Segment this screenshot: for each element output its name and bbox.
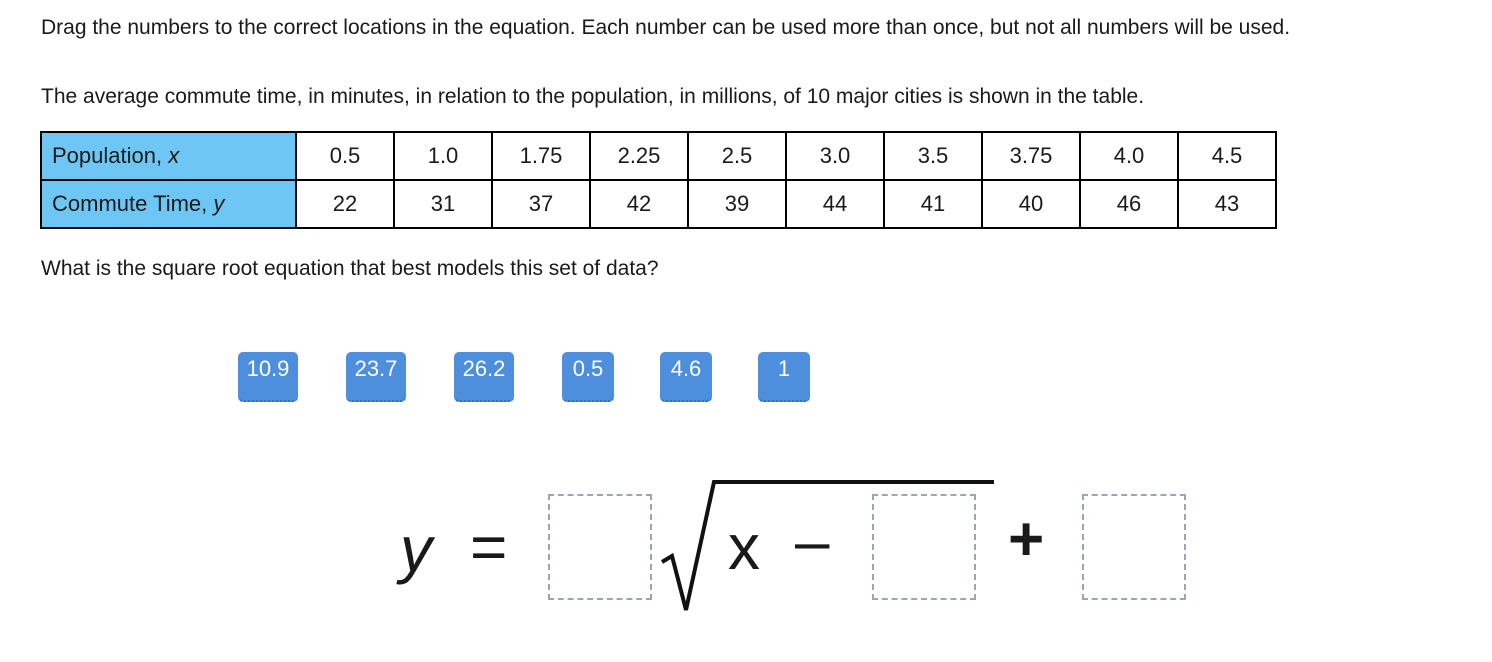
instructions-text: Drag the numbers to the correct locations in the equation. Each number can be used more than once, but not all numbers will be used. (41, 16, 1291, 39)
commute-cell: 22 (296, 180, 394, 228)
drop-zone-shift[interactable] (872, 494, 976, 600)
equation (0, 470, 1492, 630)
population-row (41, 132, 1276, 180)
equation-lhs: y (400, 513, 432, 585)
commute-cell: 43 (1178, 180, 1276, 228)
equation-variable: x (728, 511, 760, 583)
answer-tile[interactable]: 26.2 (454, 352, 514, 402)
commute-cell: 31 (394, 180, 492, 228)
population-cell: 0.5 (296, 132, 394, 180)
commute-label: Commute Time, (52, 191, 214, 216)
population-cell: 1.75 (492, 132, 590, 180)
population-cell: 3.0 (786, 132, 884, 180)
population-cell: 3.5 (884, 132, 982, 180)
commute-cell: 46 (1080, 180, 1178, 228)
commute-cell: 37 (492, 180, 590, 228)
commute-cell: 40 (982, 180, 1080, 228)
answer-tile[interactable]: 10.9 (238, 352, 298, 402)
population-cell: 4.0 (1080, 132, 1178, 180)
population-cell: 2.5 (688, 132, 786, 180)
answer-tile[interactable]: 4.6 (660, 352, 712, 402)
data-table (40, 131, 1277, 229)
question-text: What is the square root equation that best models this set of data? (41, 257, 659, 280)
intro-text: The average commute time, in minutes, in relation to the population, in millions, of 10 major cities is shown in the table. (41, 85, 1145, 108)
drop-zone-constant[interactable] (1082, 494, 1186, 600)
commute-header (41, 180, 296, 228)
population-label: Population, (52, 143, 169, 168)
answer-tile[interactable]: 0.5 (562, 352, 614, 402)
plus-sign: + (1008, 505, 1045, 574)
commute-cell: 41 (884, 180, 982, 228)
commute-cell: 44 (786, 180, 884, 228)
equals-sign: = (470, 511, 508, 583)
commute-cell: 39 (688, 180, 786, 228)
population-cell: 1.0 (394, 132, 492, 180)
population-header (41, 132, 296, 180)
minus-sign: – (795, 507, 830, 576)
population-cell: 4.5 (1178, 132, 1276, 180)
drop-zone-coefficient[interactable] (548, 494, 652, 600)
commute-row (41, 180, 1276, 228)
commute-cell: 42 (590, 180, 688, 228)
answer-tile[interactable]: 23.7 (346, 352, 406, 402)
population-var: x (168, 143, 180, 168)
population-cell: 3.75 (982, 132, 1080, 180)
population-cell: 2.25 (590, 132, 688, 180)
commute-var: y (213, 191, 225, 216)
answer-tile[interactable]: 1 (758, 352, 810, 402)
